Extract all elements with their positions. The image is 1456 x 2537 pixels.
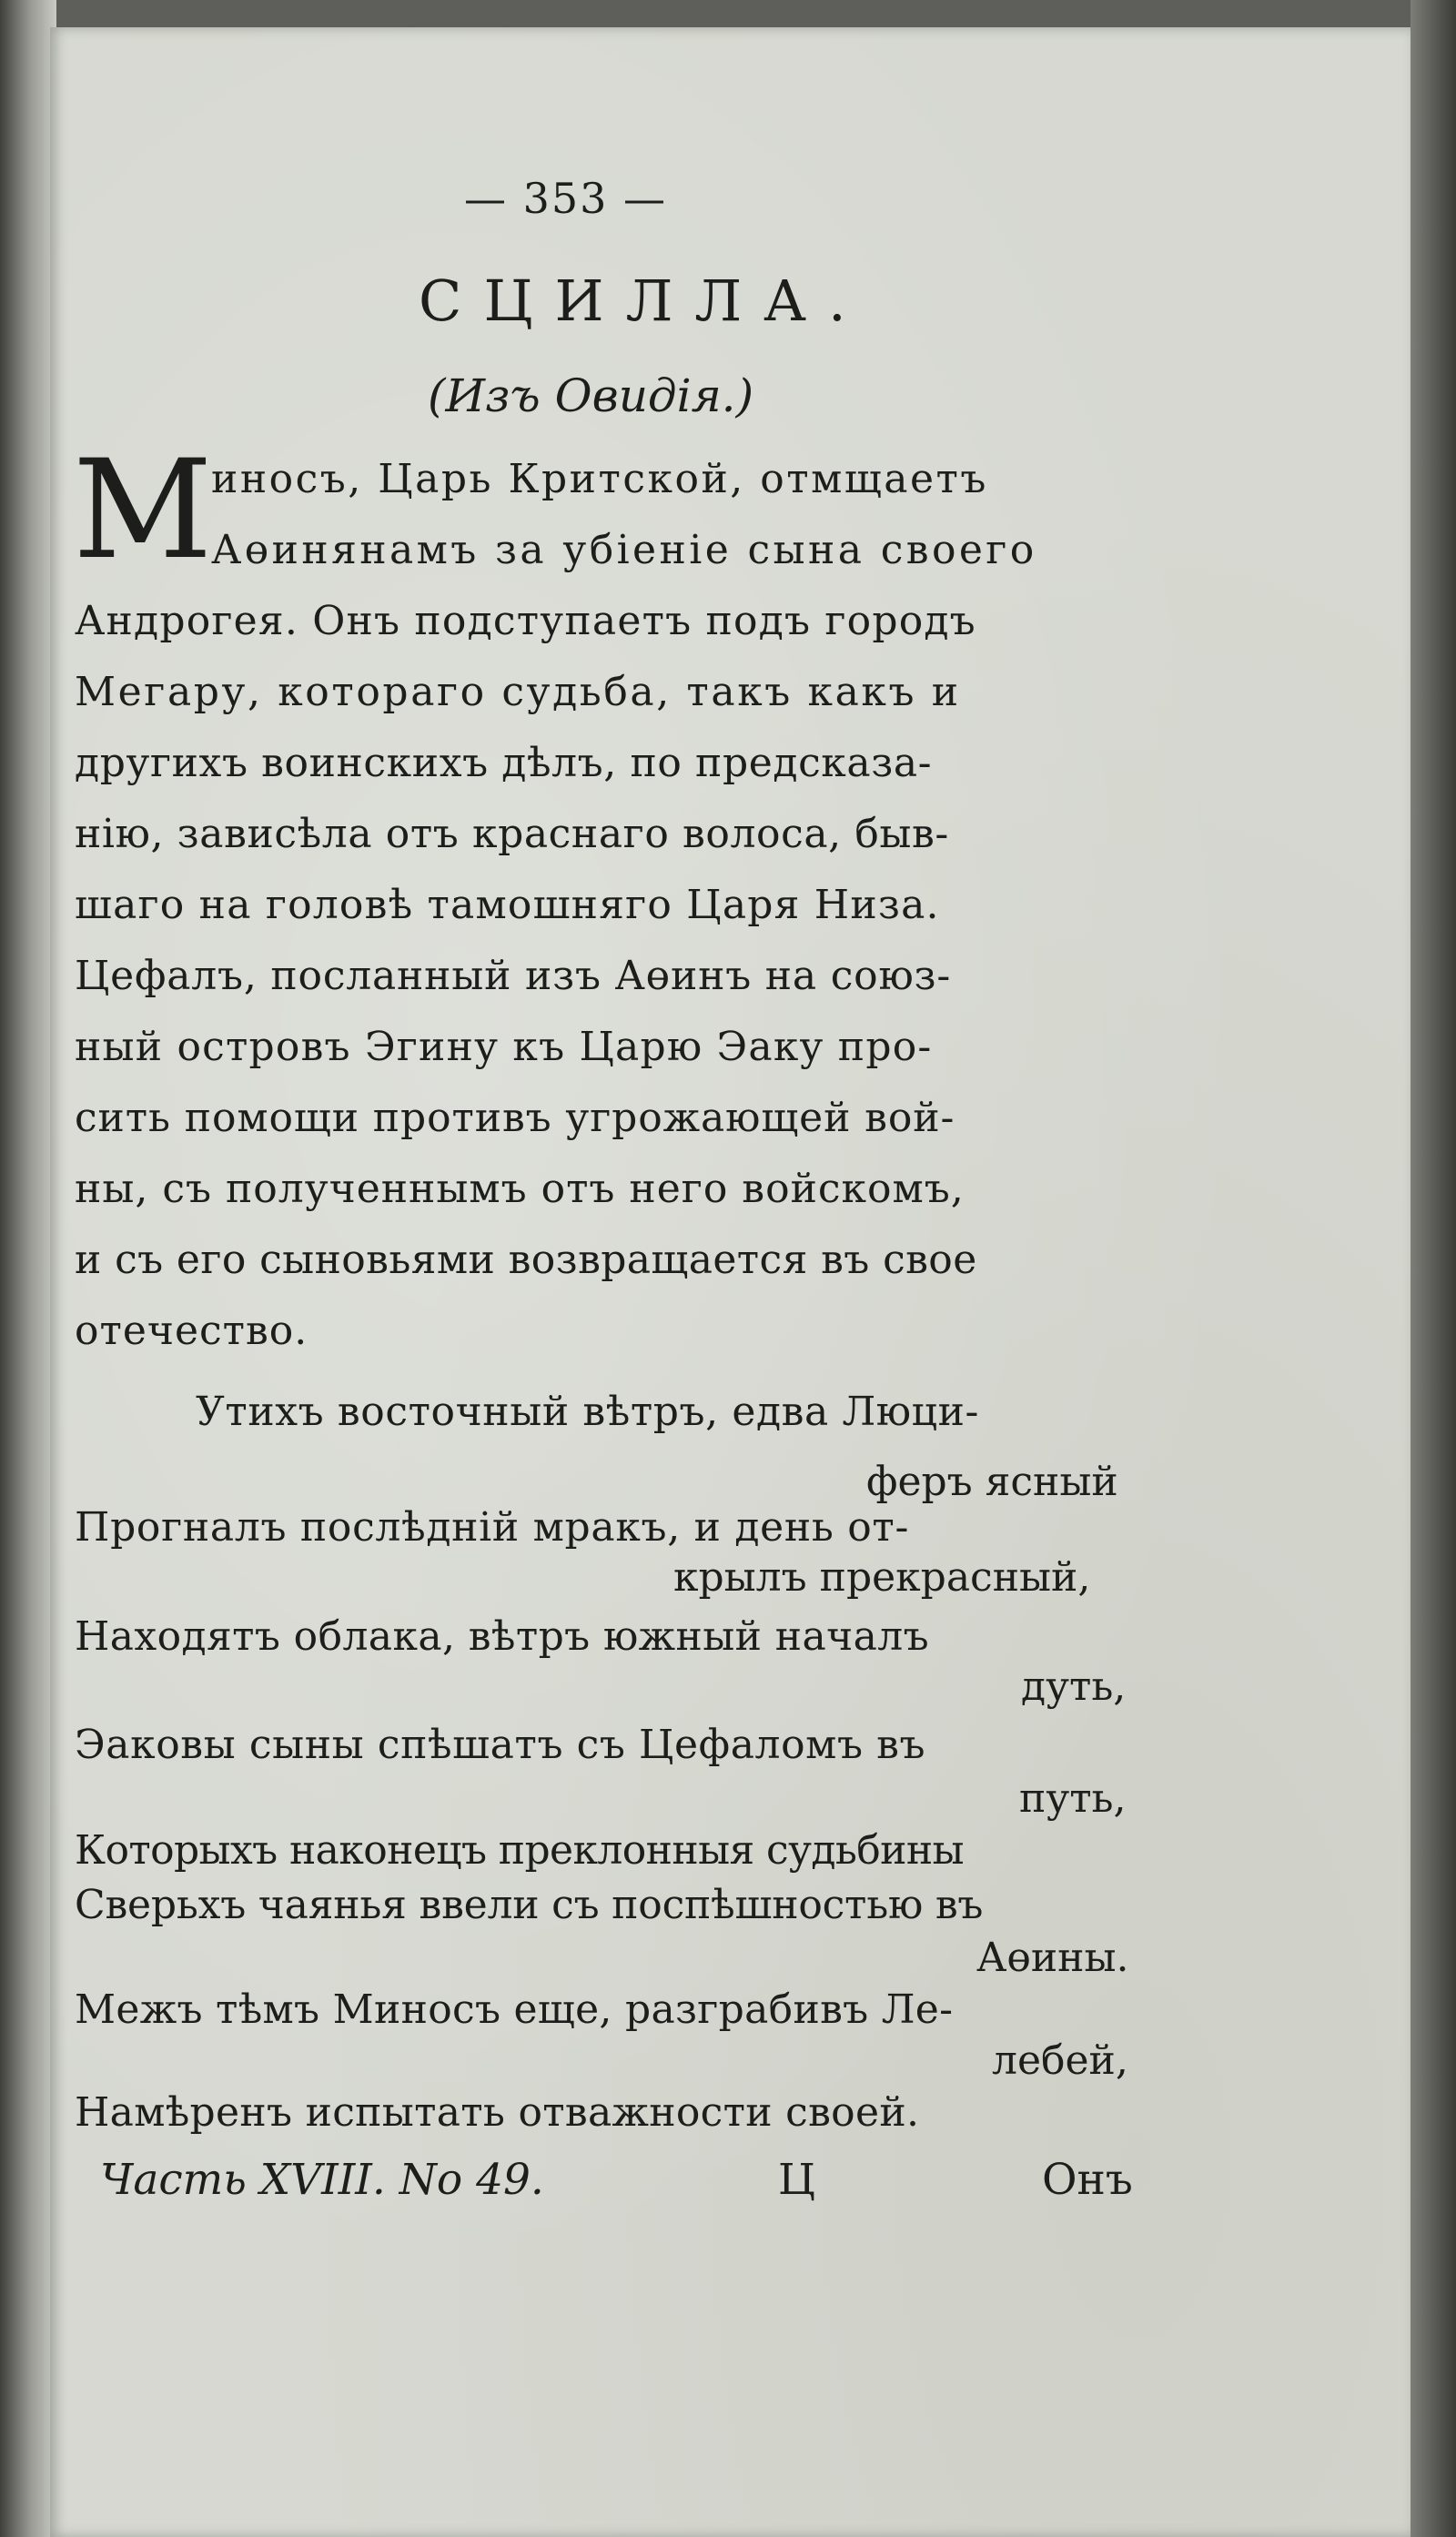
- verse-line: Прогналъ послѣдній мракъ, и день от-: [75, 1504, 910, 1551]
- catchword: Онъ: [1042, 2155, 1133, 2205]
- verse-line: Аөины.: [976, 1935, 1129, 1981]
- prose-line: ны, съ полученнымъ отъ него войскомъ,: [75, 1166, 965, 1212]
- prose-line: шаго на головѣ тамошняго Царя Низа.: [75, 882, 940, 928]
- drop-cap: М: [73, 431, 213, 590]
- prose-line: Аөинянамъ за убіеніе сына своего: [211, 527, 1037, 573]
- verse-line: Которыхъ наконецъ преклонныя судьбины: [75, 1827, 964, 1874]
- verse-line: Намѣренъ испытать отважности своей.: [75, 2089, 920, 2136]
- prose-line: Цефалъ, посланный изъ Аөинъ на союз-: [75, 953, 952, 999]
- verse-line: феръ ясный: [866, 1459, 1118, 1505]
- page-number: — 353 —: [464, 174, 668, 223]
- verse-line: Находятъ облака, вѣтръ южный началъ: [75, 1613, 930, 1660]
- verse-line: Межъ тѣмъ Миносъ еще, разграбивъ Ле-: [75, 1986, 954, 2033]
- verse-line: путь,: [1019, 1775, 1127, 1822]
- verse-line: Сверьхъ чаянья ввели съ поспѣшностью въ: [75, 1882, 984, 1928]
- prose-line: Мегару, котораго судьба, такъ какъ и: [75, 669, 961, 715]
- page-title: СЦИЛЛА.: [419, 268, 868, 334]
- verse-line: Эаковы сыны спѣшатъ съ Цефаломъ въ: [75, 1722, 926, 1768]
- prose-line: Андрогея. Онъ подступаетъ подъ городъ: [75, 598, 976, 644]
- verse-line: Утихъ восточный вѣтръ, едва Люци-: [196, 1389, 979, 1435]
- prose-line: иносъ, Царь Критской, отмщаетъ: [211, 456, 988, 502]
- prose-line: нію, зависѣла отъ краснаго волоса, быв-: [75, 811, 949, 857]
- prose-line: ный островъ Эгину къ Царю Эаку про-: [75, 1024, 933, 1070]
- source-subtitle: (Изъ Овидія.): [428, 369, 754, 422]
- prose-line: и съ его сыновьями возвращается въ свое: [75, 1237, 977, 1283]
- verse-line: крылъ прекрасный,: [673, 1554, 1091, 1601]
- verse-line: дуть,: [1021, 1663, 1127, 1710]
- prose-line: сить помощи противъ угрожающей вой-: [75, 1095, 956, 1141]
- prose-line: другихъ воинскихъ дѣлъ, по предсказа-: [75, 740, 933, 786]
- prose-line: отечество.: [75, 1308, 308, 1354]
- printer-signature: Ц: [778, 2155, 815, 2205]
- verse-line: лебей,: [992, 2037, 1128, 2084]
- signature-part-number: Часть XVIII. No 49.: [100, 2155, 544, 2205]
